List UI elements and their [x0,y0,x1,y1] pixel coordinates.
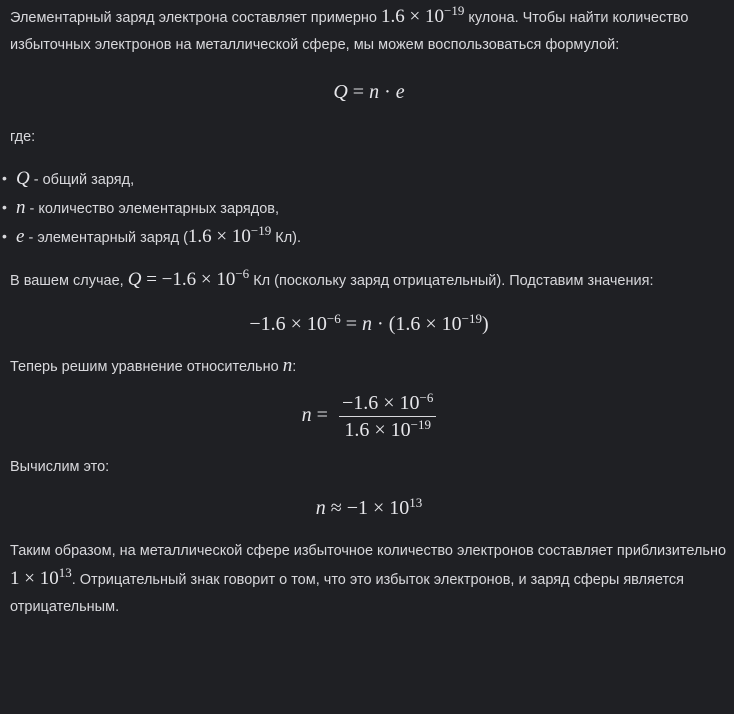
formula-q-ne: Q = n · e [333,81,405,103]
list-item: • e - элементарный заряд ($1.6 \times 10^{-19}$ Кл). [2,223,302,247]
list-item: • Q - общий заряд, [2,168,135,189]
conclusion-paragraph: Таким образом, на металлической сфере избыточное количество электронов составляет приблизительно $1 \times 10^{13}$. Отрицательный знак говорит о том, что это избыток электронов, и заряд сферы является отрицательным. [10,543,727,615]
where-label: где: [10,129,36,145]
fraction-denominator: $1.6 \times 10^{-19}$ [344,417,431,441]
compute-label: Вычислим это: [10,459,110,475]
fraction-numerator: $-1.6 \times 10^{-6}$ [339,391,436,417]
substitution-equation: $-1.6 \times 10^{-6} = n \cdot (1.6 \times 10^{-19})$ [249,311,489,335]
definitions-list [2,165,720,252]
assistant-message [2,3,728,621]
elementary-charge-value: $1.6 \times 10^{-19}$ [381,3,465,27]
fraction [339,391,436,442]
case-paragraph: В вашем случае, $Q = -1.6 \times 10^{-6}$ Кл (поскольку заряд отрицательный). Подставим значения: [10,266,654,290]
intro-paragraph [10,3,728,59]
result-equation: $n \approx -1 \times 10^{13}$ [315,495,423,519]
fraction-equation: n = $\frac{-1.6 \times 10^{-6}}{1.6 \times 10^{-19}}$ [10,391,728,442]
intro-text-cont: кулона. Чтобы найти количество избыточных электронов на металлической сфере, мы можем воспользоваться формулой: [10,10,689,53]
list-item: • n - количество элементарных зарядов, [2,197,280,218]
solve-paragraph: Теперь решим уравнение относительно n: [10,355,297,376]
intro-text: Элементарный заряд электрона составляет примерно [10,10,382,26]
